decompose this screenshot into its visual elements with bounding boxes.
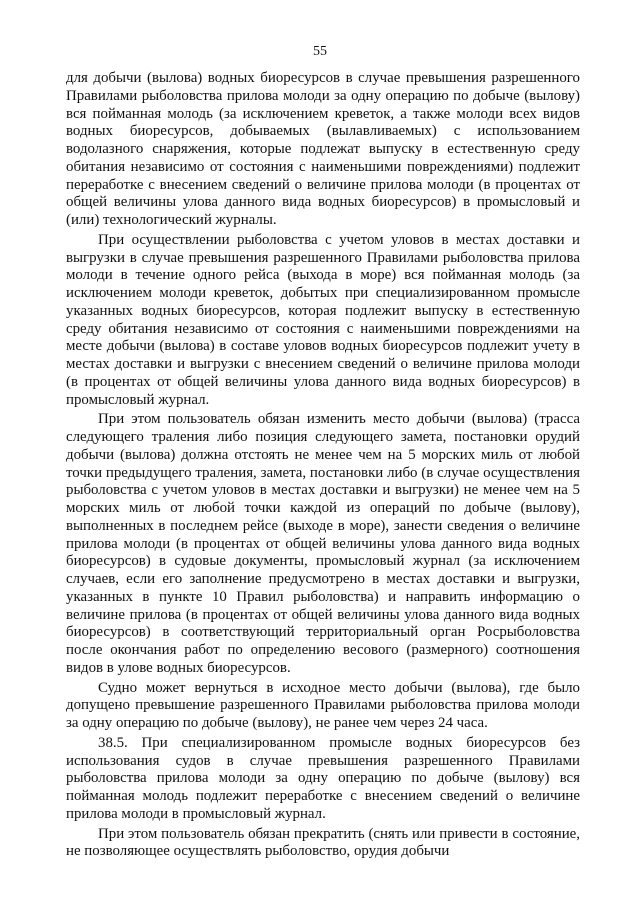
paragraph-6: При этом пользователь обязан прекратить (снять или привести в состояние, не позволяющее осуществлять рыболовство, орудия добычи [66,825,580,860]
paragraph-1: для добычи (вылова) водных биоресурсов в случае превышения разрешенного Правилами рыболовства прилова молоди за одну операцию по добыче (вылову) вся пойманная молодь (за исключением креветок, а также молоди всех видов водных биоресурсов, добываемых (вылавливаемых) с использованием водолазного снаряжения, которые подлежат выпуску в естественную среду обитания независимо от состояния с наименьшими повреждениями) подлежит переработке с внесением сведений о величине прилова молоди (в процентах от общей величины улова данного вида водных биоресурсов) в промысловый и (или) технологический журналы. [66,70,580,228]
page-number: 55 [313,44,327,59]
paragraph-2: При осуществлении рыболовства с учетом уловов в местах доставки и выгрузки в случае превышения разрешенного Правилами рыболовства прилова молоди в течение одного рейса (выхода в море) вся пойманная молодь (за исключением молоди креветок, добытых при специализированном промысле указанных водных биоресурсов, которая подлежит выпуску в естественную среду обитания независимо от состояния с наименьшими повреждениями на месте добычи (вылова) в составе уловов водных биоресурсов подлежит учету в местах доставки и выгрузки с внесением сведений о величине прилова молоди (в процентах от общей величины улова данного вида водных биоресурсов) в промысловый журнал. [66,231,580,408]
paragraph-4: Судно может вернуться в исходное место добычи (вылова), где было допущено превышение разрешенного Правилами рыболовства прилова молоди за одну операцию по добыче (вылову), не ранее чем через 24 часа. [66,679,580,731]
document-body [66,70,580,861]
paragraph-3: При этом пользователь обязан изменить место добычи (вылова) (трасса следующего траления либо позиция следующего замета, постановки орудий добычи (вылова) должна отстоять не менее чем на 5 морских миль от любой точки предыдущего траления, замета, постановки либо (в случае осуществления рыболовства с учетом уловов в местах доставки и выгрузки) не менее чем на 5 морских миль от любой точки каждой из операций по добыче (вылову), выполненных в последнем рейсе (выходе в море), занести сведения о величине прилова молоди (в процентах от общей величины улова данного вида водных биоресурсов) в судовые документы, промысловый журнал (за исключением случаев, если его заполнение предусмотрено в местах доставки и выгрузки, указанных в пункте 10 Правил рыболовства) и направить информацию о величине прилова (в процентах от общей величины улова данного вида водных биоресурсов) в соответствующий территориальный орган Росрыболовства после окончания работ по определению весового (размерного) соотношения видов в улове водных биоресурсов. [66,411,580,676]
paragraph-5: 38.5. При специализированном промысле водных биоресурсов без использования судов в случае превышения разрешенного Правилами рыболовства прилова молоди за одну операцию по добыче (вылову) вся пойманная молодь подлежит переработке с внесением сведений о величине прилова молоди в промысловый журнал. [66,734,580,822]
